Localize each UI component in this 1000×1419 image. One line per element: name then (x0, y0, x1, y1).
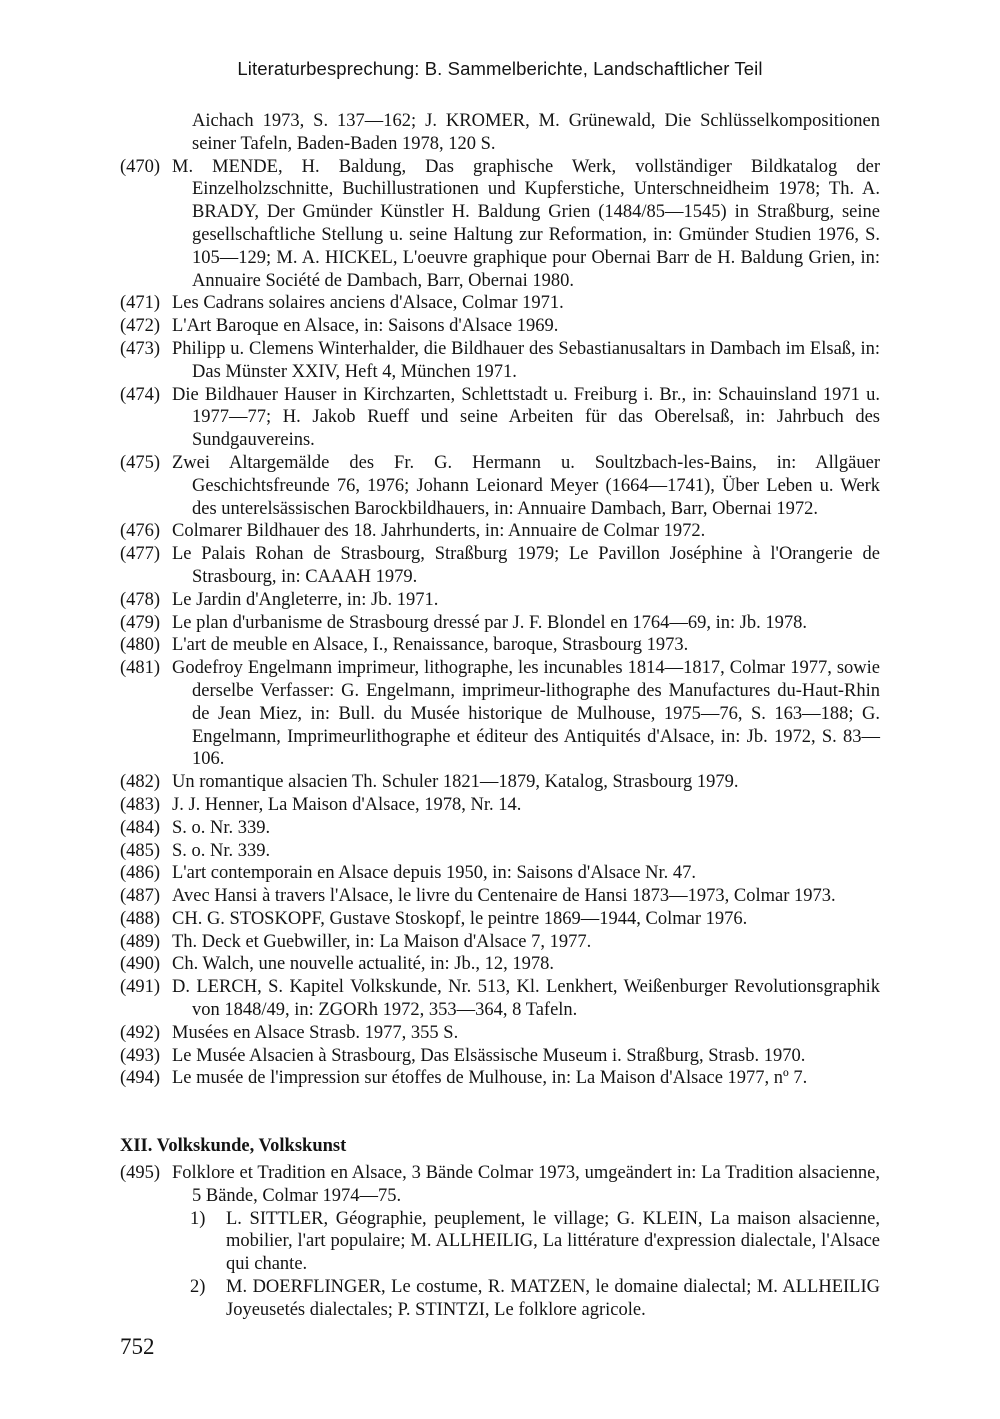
entry-486 (120, 862, 880, 885)
entry-477 (120, 543, 880, 589)
entry-491 (120, 976, 880, 1022)
page-number: 752 (120, 1334, 155, 1359)
entry-475 (120, 452, 880, 520)
subitem (120, 1208, 880, 1276)
entry-482 (120, 771, 880, 794)
entry-text: S. o. Nr. 339. (172, 840, 271, 861)
entry-text: Musées en Alsace Strasb. 1977, 355 S. (172, 1022, 459, 1043)
entry-495 (120, 1162, 880, 1208)
entry-text: J. J. Henner, La Maison d'Alsace, 1978, Nr. 14. (172, 794, 522, 815)
entry-number: (471) (120, 293, 161, 314)
entry-484 (120, 817, 880, 840)
entry-text: Le Palais Rohan de Strasbourg, Straßburg 1979; Le Pavillon Joséphine à l'Orangerie de Strasbourg, in: CAAAH 1979. (172, 544, 880, 587)
entry-text: Folklore et Tradition en Alsace, 3 Bände Colmar 1973, umgeändert in: La Tradition alsacienne, 5 Bände, Colmar 1974—75. (172, 1163, 880, 1206)
entry-number: (473) (120, 338, 161, 359)
entry-490 (120, 953, 880, 976)
entry-text: Un romantique alsacien Th. Schuler 1821—1879, Katalog, Strasbourg 1979. (172, 772, 739, 793)
bibliography-body (120, 110, 880, 1322)
entry-474 (120, 384, 880, 452)
entry-number: (482) (120, 772, 161, 793)
subitem-text: M. DOERFLINGER, Le costume, R. MATZEN, le domaine dialectal; M. ALLHEILIG Joyeusetés dialectales; P. STINTZI, Le folklore agricole. (226, 1277, 880, 1320)
entry-text: Le Jardin d'Angleterre, in: Jb. 1971. (172, 589, 439, 610)
entry-478 (120, 589, 880, 612)
entry-number: (494) (120, 1068, 161, 1089)
entry-text: Ch. Walch, une nouvelle actualité, in: Jb., 12, 1978. (172, 954, 554, 975)
continued-entry (120, 110, 880, 156)
entry-text: Avec Hansi à travers l'Alsace, le livre du Centenaire de Hansi 1873—1973, Colmar 1973. (172, 886, 836, 907)
entry-number: (495) (120, 1163, 161, 1184)
subitem-number: 2) (190, 1277, 206, 1298)
entry-text: Die Bildhauer Hauser in Kirchzarten, Schlettstadt u. Freiburg i. Br., in: Schauinsland 1971 u. 1977—77; H. Jakob Rueff und seine Arbeiten für das Oberelsaß, in: Jahrbuch des Sundgauvereins. (172, 384, 880, 451)
entry-number: (475) (120, 452, 161, 473)
subitem-number: 1) (190, 1208, 206, 1229)
entry-481 (120, 657, 880, 771)
entry-number: (487) (120, 886, 161, 907)
entry-text: L'art de meuble en Alsace, I., Renaissance, baroque, Strasbourg 1973. (172, 635, 689, 656)
entry-number: (478) (120, 589, 161, 610)
entry-text: CH. G. STOSKOPF, Gustave Stoskopf, le peintre 1869—1944, Colmar 1976. (172, 908, 748, 929)
entry-number: (472) (120, 316, 161, 337)
entry-text: Les Cadrans solaires anciens d'Alsace, Colmar 1971. (172, 293, 564, 314)
entry-471 (120, 292, 880, 315)
entry-473 (120, 338, 880, 384)
entry-472 (120, 315, 880, 338)
entry-text: Zwei Altargemälde des Fr. G. Hermann u. Soultzbach-les-Bains, in: Allgäuer Geschichtsfreunde 76, 1976; Johann Leionard Meyer (1664—1741), Über Leben u. Werk des unterelsässischen Barockbildhauers, in: Annuaire Dambach, Barr, Obernai 1972. (172, 452, 880, 519)
entry-476 (120, 520, 880, 543)
entry-489 (120, 931, 880, 954)
entry-number: (474) (120, 384, 161, 405)
subitem-text: L. SITTLER, Géographie, peuplement, le village; G. KLEIN, La maison alsacienne, mobilier, l'art populaire; M. ALLHEILIG, La littérature d'expression dialectale, l'Alsace qui chante. (226, 1208, 880, 1275)
entry-text: L'Art Baroque en Alsace, in: Saisons d'Alsace 1969. (172, 316, 559, 337)
entry-text: Godefroy Engelmann imprimeur, lithographe, les incunables 1814—1817, Colmar 1977, sowie derselbe Verfasser: G. Engelmann, imprimeur-lithographe des Manufactures du-Haut-Rhin de Jean Miez, in: Bull. du Musée historique de Mulhouse, 1975—76, S. 163—188; G. Engelmann, Imprimeurlithographe et éditeur des Antiquités d'Alsace, in: Jb. 1972, S. 83—106. (172, 658, 880, 770)
entry-text: Le Musée Alsacien à Strasbourg, Das Elsässische Museum i. Straßburg, Strasb. 1970. (172, 1045, 806, 1066)
entry-488 (120, 908, 880, 931)
entry-487 (120, 885, 880, 908)
entry-number: (488) (120, 908, 161, 929)
entry-492 (120, 1022, 880, 1045)
entry-number: (493) (120, 1045, 161, 1066)
entry-number: (489) (120, 931, 161, 952)
entry-number: (481) (120, 658, 161, 679)
entry-number: (483) (120, 794, 161, 815)
entry-text: S. o. Nr. 339. (172, 817, 271, 838)
entry-number: (485) (120, 840, 161, 861)
entry-483 (120, 794, 880, 817)
entry-text: Philipp u. Clemens Winterhalder, die Bildhauer des Sebastianusaltars in Dambach im Elsaß, in: Das Münster XXIV, Heft 4, München 1971. (172, 338, 880, 382)
entry-number: (484) (120, 817, 161, 838)
entry-text: Le plan d'urbanisme de Strasbourg dressé par J. F. Blondel en 1764—69, in: Jb. 1978. (172, 612, 808, 633)
entry-number: (480) (120, 635, 161, 656)
entry-493 (120, 1045, 880, 1068)
entry-text: L'art contemporain en Alsace depuis 1950, in: Saisons d'Alsace Nr. 47. (172, 863, 697, 884)
entry-494 (120, 1067, 880, 1090)
entry-number: (486) (120, 863, 161, 884)
entry-number: (490) (120, 954, 161, 975)
subitem (120, 1276, 880, 1322)
entry-480 (120, 634, 880, 657)
entry-number: (491) (120, 977, 161, 998)
running-header: Literaturbesprechung: B. Sammelberichte, Landschaftlicher Teil (237, 58, 763, 79)
entry-text: D. LERCH, S. Kapitel Volkskunde, Nr. 513, Kl. Lenkhert, Weißenburger Revolutionsgraphik von 1848/49, in: ZGORh 1972, 353—364, 8 Tafeln. (172, 977, 880, 1021)
entry-text: Th. Deck et Guebwiller, in: La Maison d'Alsace 7, 1977. (172, 931, 592, 952)
entry-number: (476) (120, 521, 161, 542)
section-heading: XII. Volkskunde, Volkskunst (120, 1136, 347, 1157)
entry-text: M. MENDE, H. Baldung, Das graphische Werk, vollständiger Bildkatalog der Einzelholzschnitte, Buchillustrationen und Kupferstiche, Unterschneidheim 1978; Th. A. BRADY, Der Gmünder Künstler H. Baldung Grien (1484/85—1545) in Straßburg, seine gesellschaftliche Stellung u. seine Haltung zur Reformation, in: Gmünder Studien 1976, S. 105—129; M. A. HICKEL, L'oeuvre graphique pour Obernai Barr de H. Baldung Grien, in: Annuaire Société de Dambach, Barr, Obernai 1980. (172, 156, 880, 291)
entry-text: Le musée de l'impression sur étoffes de Mulhouse, in: La Maison d'Alsace 1977, nº 7. (172, 1068, 808, 1089)
entry-number: (470) (120, 156, 161, 177)
entry-number: (479) (120, 612, 161, 633)
entry-number: (492) (120, 1022, 161, 1043)
entry-number: (477) (120, 544, 161, 565)
entry-485 (120, 840, 880, 863)
entry-text: Colmarer Bildhauer des 18. Jahrhunderts, in: Annuaire de Colmar 1972. (172, 521, 706, 542)
continued-entry-text: Aichach 1973, S. 137—162; J. KROMER, M. Grünewald, Die Schlüsselkompositionen seiner Tafeln, Baden-Baden 1978, 120 S. (192, 111, 880, 154)
entry-479 (120, 612, 880, 635)
entry-470 (120, 156, 880, 293)
